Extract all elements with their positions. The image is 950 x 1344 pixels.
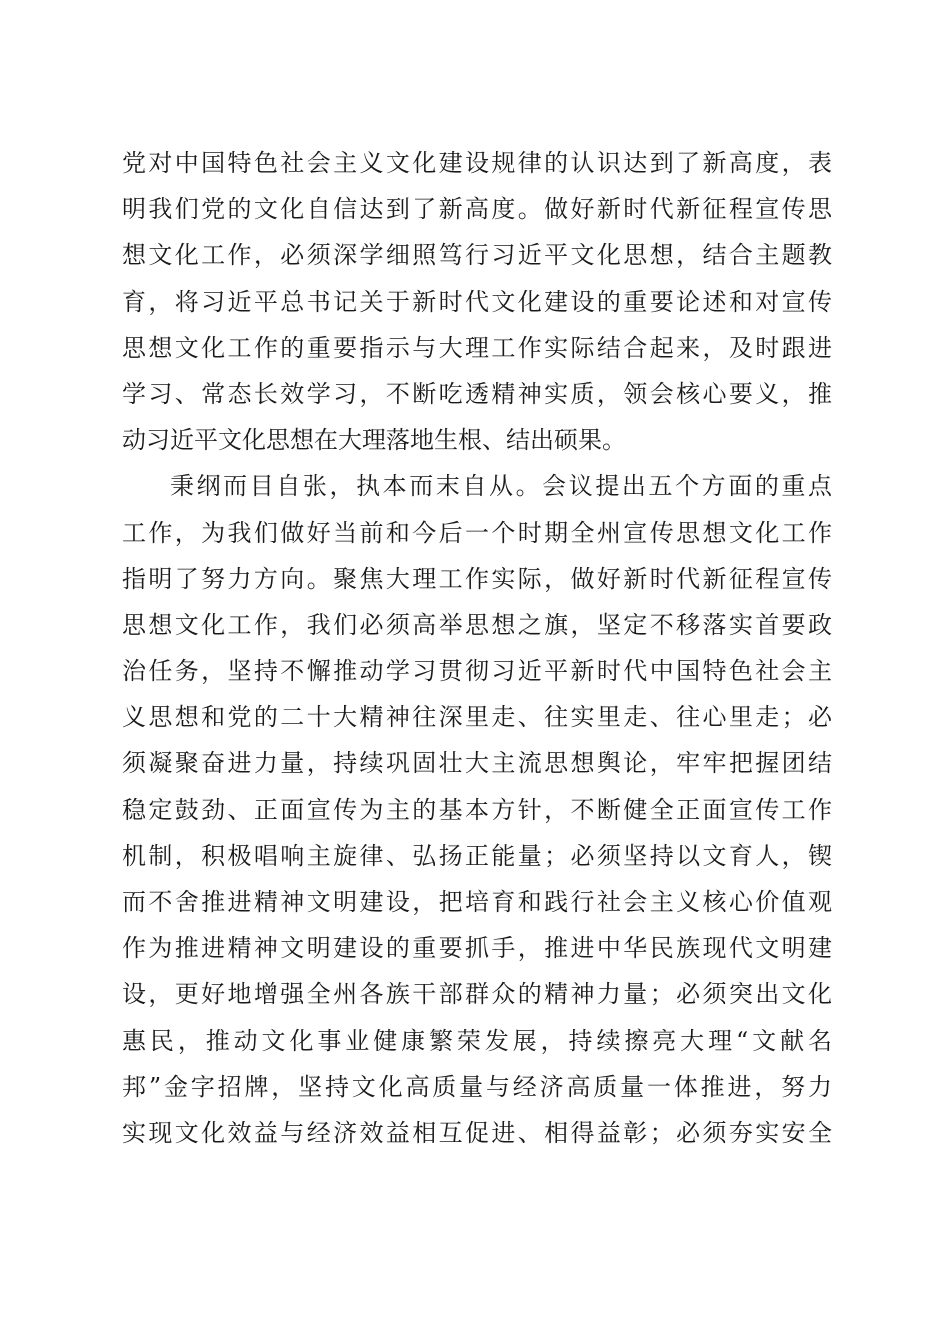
text-line: 机制，积极唱响主旋律、弘扬正能量；必须坚持以文育人，锲 bbox=[122, 841, 832, 870]
text-line: 邦”金字招牌，坚持文化高质量与经济高质量一体推进，努力 bbox=[122, 1072, 832, 1101]
text-line: 学习、常态长效学习，不断吃透精神实质，领会核心要义，推 bbox=[122, 379, 832, 408]
text-line bbox=[122, 1249, 832, 1295]
text-line: 党对中国特色社会主义文化建设规律的认识达到了新高度，表 bbox=[122, 149, 832, 177]
paragraph-2 bbox=[122, 463, 832, 1294]
document-body bbox=[122, 140, 832, 1295]
text-line: 思想文化工作的重要指示与大理工作实际结合起来，及时跟进 bbox=[122, 333, 832, 362]
text-line: 秉纲而目自张，执本而末自从。会议提出五个方面的重点 bbox=[170, 472, 832, 501]
text-line: 惠民，推动文化事业健康繁荣发展，持续擦亮大理“文献名 bbox=[122, 1026, 832, 1055]
text-line: 动习近平文化思想在大理落地生根、结出硕果。 bbox=[122, 426, 626, 455]
paragraph-1 bbox=[122, 140, 832, 463]
text-line: 想文化工作，必须深学细照笃行习近平文化思想，结合主题教 bbox=[122, 241, 832, 270]
text-line: 思想文化工作，我们必须高举思想之旗，坚定不移落实首要政 bbox=[122, 610, 832, 639]
text-line: 工作，为我们做好当前和今后一个时期全州宣传思想文化工作 bbox=[122, 518, 832, 547]
text-line: 明我们党的文化自信达到了新高度。做好新时代新征程宣传思 bbox=[122, 195, 832, 224]
text-line bbox=[122, 1156, 832, 1202]
text-line: 指明了努力方向。聚焦大理工作实际，做好新时代新征程宣传 bbox=[122, 564, 832, 593]
text-line: 作为推进精神文明建设的重要抓手，推进中华民族现代文明建 bbox=[122, 934, 832, 963]
text-line bbox=[122, 1202, 832, 1248]
text-line: 而不舍推进精神文明建设，把培育和践行社会主义核心价值观 bbox=[122, 888, 832, 916]
text-line: 须凝聚奋进力量，持续巩固壮大主流思想舆论，牢牢把握团结 bbox=[122, 749, 832, 778]
text-line: 义思想和党的二十大精神往深里走、往实里走、往心里走；必 bbox=[122, 703, 832, 732]
text-line: 治任务，坚持不懈推动学习贯彻习近平新时代中国特色社会主 bbox=[122, 657, 832, 686]
text-line: 育，将习近平总书记关于新时代文化建设的重要论述和对宣传 bbox=[122, 287, 832, 316]
text-line: 稳定鼓劲、正面宣传为主的基本方针，不断健全正面宣传工作 bbox=[122, 795, 832, 824]
text-line: 实现文化效益与经济效益相互促进、相得益彰；必须夯实安全 bbox=[122, 1118, 832, 1147]
text-line: 设，更好地增强全州各族干部群众的精神力量；必须突出文化 bbox=[122, 980, 832, 1009]
